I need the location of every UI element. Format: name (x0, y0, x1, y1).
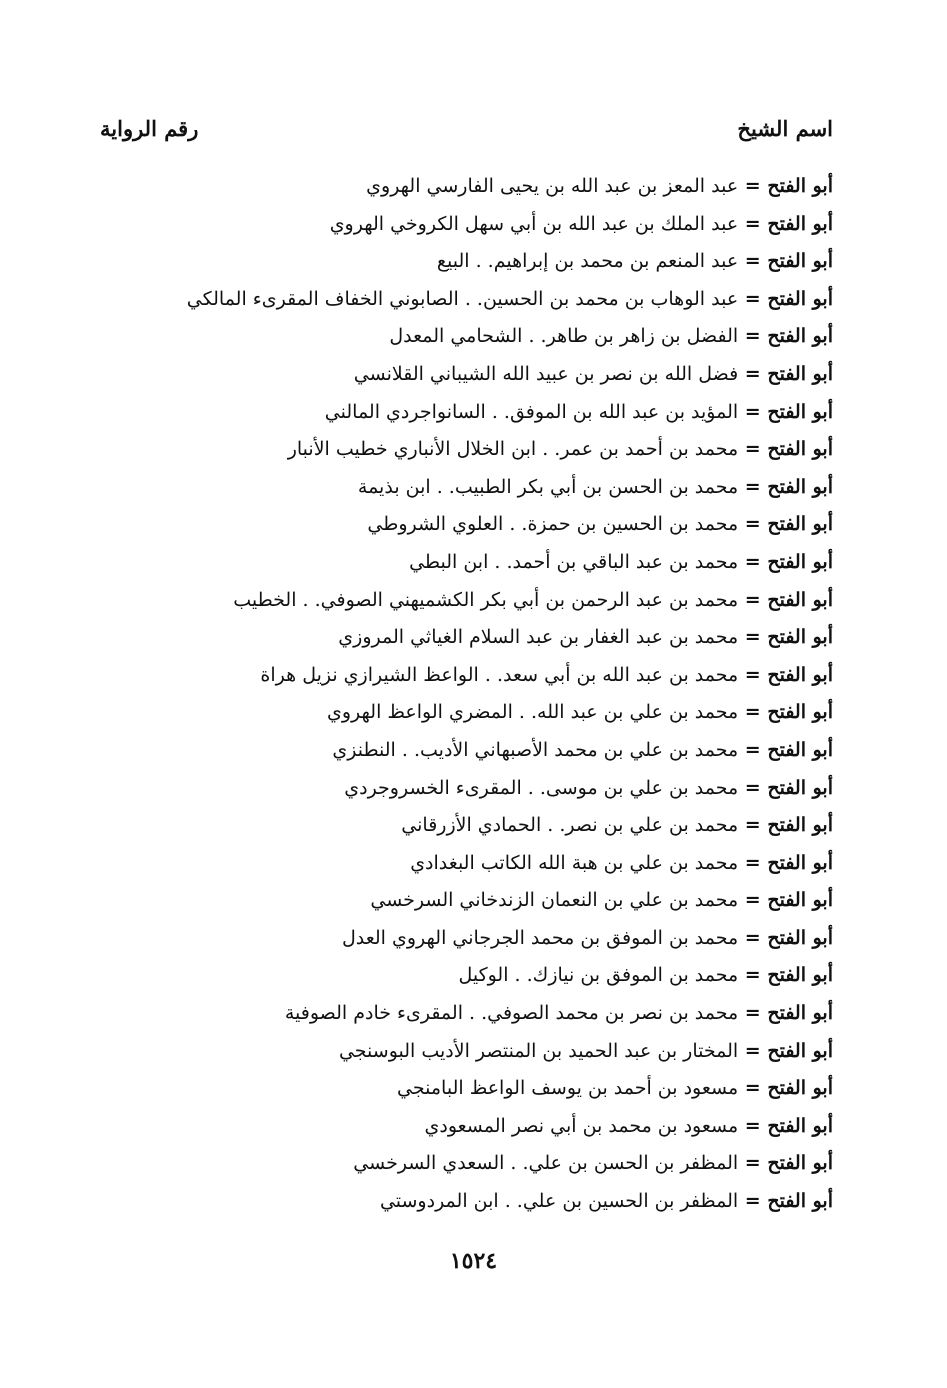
list-item (93, 845, 833, 883)
entry-kunya: أبو الفتح = (738, 1039, 833, 1062)
entry-kunya: أبو الفتح = (738, 964, 833, 987)
entry-name: محمد بن الحسن بن أبي بكر الطبيب. . ابن بذيمة (357, 475, 739, 498)
entry-kunya: أبو الفتح = (738, 400, 833, 423)
entry-kunya: أبو الفتح = (738, 175, 833, 197)
list-item (93, 694, 833, 732)
entry-kunya: أبو الفتح = (738, 325, 833, 348)
entry-name: محمد بن علي بن عبد الله. . المضري الواعظ الهروي (327, 701, 739, 724)
entry-name: المؤيد بن عبد الله بن الموفق. . السانواجردي المالني (324, 400, 739, 423)
narration-number-heading: رقم الرواية (100, 115, 199, 141)
entry-name: الفضل بن زاهر بن طاهر. . الشحامي المعدل (389, 325, 739, 348)
entry-name: محمد بن علي بن النعمان الزندخاني السرخسي (370, 889, 739, 912)
entry-name: عبد المعز بن عبد الله بن يحيى الفارسي الهروي (366, 175, 739, 197)
entry-kunya: أبو الفتح = (738, 776, 833, 799)
list-item (93, 544, 833, 582)
entry-kunya: أبو الفتح = (738, 738, 833, 761)
entry-name: محمد بن أحمد بن عمر. . ابن الخلال الأنباري خطيب الأنبار (287, 438, 739, 461)
entry-name: عبد المنعم بن محمد بن إبراهيم. . البيع (436, 250, 739, 273)
list-item (93, 957, 833, 995)
list-item (93, 619, 833, 657)
entry-name: محمد بن الموفق بن محمد الجرجاني الهروي العدل (341, 926, 739, 949)
list-item (93, 469, 833, 507)
entry-kunya: أبو الفتح = (738, 1114, 833, 1137)
entry-kunya: أبو الفتح = (738, 250, 833, 273)
entry-kunya: أبو الفتح = (738, 1077, 833, 1100)
entry-name: عبد الملك بن عبد الله بن أبي سهل الكروخي الهروي (329, 212, 739, 235)
entry-kunya: أبو الفتح = (738, 588, 833, 611)
entry-name: محمد بن عبد الله بن أبي سعد. . الواعظ الشيرازي نزيل هراة (260, 663, 739, 686)
entry-name: محمد بن نصر بن محمد الصوفي. . المقرىء خادم الصوفية (284, 1002, 739, 1025)
list-item (93, 770, 833, 808)
entry-name: محمد بن الموفق بن نيازك. . الوكيل (458, 964, 739, 987)
entry-name: فضل الله بن نصر بن عبيد الله الشيباني القلانسي (353, 362, 739, 385)
list-item (93, 431, 833, 469)
list-item (93, 506, 833, 544)
entry-kunya: أبو الفتح = (738, 1190, 833, 1213)
entry-name: محمد بن عبد الباقي بن أحمد. . ابن البطي (409, 550, 739, 573)
entry-kunya: أبو الفتح = (738, 1002, 833, 1025)
list-item (93, 732, 833, 770)
entry-kunya: أبو الفتح = (738, 475, 833, 498)
entry-kunya: أبو الفتح = (738, 663, 833, 686)
list-item (93, 243, 833, 281)
entry-name: محمد بن عبد الرحمن بن أبي بكر الكشميهني الصوفي. . الخطيب (233, 588, 739, 611)
entry-name: المظفر بن الحسين بن علي. . ابن المردوستي (379, 1190, 739, 1213)
list-item (93, 582, 833, 620)
list-item (93, 356, 833, 394)
list-item (93, 1145, 833, 1183)
entry-kunya: أبو الفتح = (738, 926, 833, 949)
entry-kunya: أبو الفتح = (738, 287, 833, 310)
entry-name: محمد بن عبد الغفار بن عبد السلام الغياثي المروزي (338, 626, 739, 649)
entry-kunya: أبو الفتح = (738, 1152, 833, 1175)
entry-kunya: أبو الفتح = (738, 513, 833, 536)
list-item (93, 206, 833, 244)
page-number: ١٥٢٤ (449, 1248, 498, 1274)
entry-kunya: أبو الفتح = (738, 814, 833, 837)
entry-kunya: أبو الفتح = (738, 626, 833, 649)
entry-kunya: أبو الفتح = (738, 362, 833, 385)
entry-name: محمد بن علي بن موسى. . المقرىء الخسروجردي (344, 776, 739, 799)
list-item (93, 168, 833, 206)
entry-name: مسعود بن أحمد بن يوسف الواعظ البامنجي (397, 1077, 739, 1100)
list-item (93, 807, 833, 845)
list-item (93, 281, 833, 319)
list-item (93, 1033, 833, 1071)
list-item (93, 920, 833, 958)
entry-name: محمد بن علي بن نصر. . الحمادي الأزرقاني (401, 814, 739, 837)
entry-name: عبد الوهاب بن محمد بن الحسين. . الصابوني الخفاف المقرىء المالكي (186, 287, 739, 310)
entry-kunya: أبو الفتح = (738, 212, 833, 235)
entry-list (93, 168, 833, 1221)
list-item (93, 394, 833, 432)
entry-kunya: أبو الفتح = (738, 550, 833, 573)
list-item (93, 318, 833, 356)
entry-kunya: أبو الفتح = (738, 438, 833, 461)
entry-name: محمد بن علي بن هبة الله الكاتب البغدادي (410, 851, 739, 874)
entry-kunya: أبو الفتح = (738, 701, 833, 724)
entry-name: محمد بن الحسين بن حمزة. . العلوي الشروطي (367, 513, 739, 536)
entry-name: مسعود بن محمد بن أبي نصر المسعودي (424, 1114, 739, 1137)
list-item (93, 1183, 833, 1221)
list-item (93, 1070, 833, 1108)
entry-kunya: أبو الفتح = (738, 851, 833, 874)
column-header (100, 110, 833, 146)
entry-name: محمد بن علي بن محمد الأصبهاني الأديب. . النطنزي (332, 738, 739, 761)
list-item (93, 882, 833, 920)
entry-name: المختار بن عبد الحميد بن المنتصر الأديب البوسنجي (338, 1039, 739, 1062)
entry-kunya: أبو الفتح = (738, 889, 833, 912)
sheikh-name-heading: اسم الشيخ (737, 115, 833, 141)
list-item (93, 657, 833, 695)
entry-name: المظفر بن الحسن بن علي. . السعدي السرخسي (353, 1152, 739, 1175)
list-item (93, 995, 833, 1033)
list-item (93, 1108, 833, 1146)
